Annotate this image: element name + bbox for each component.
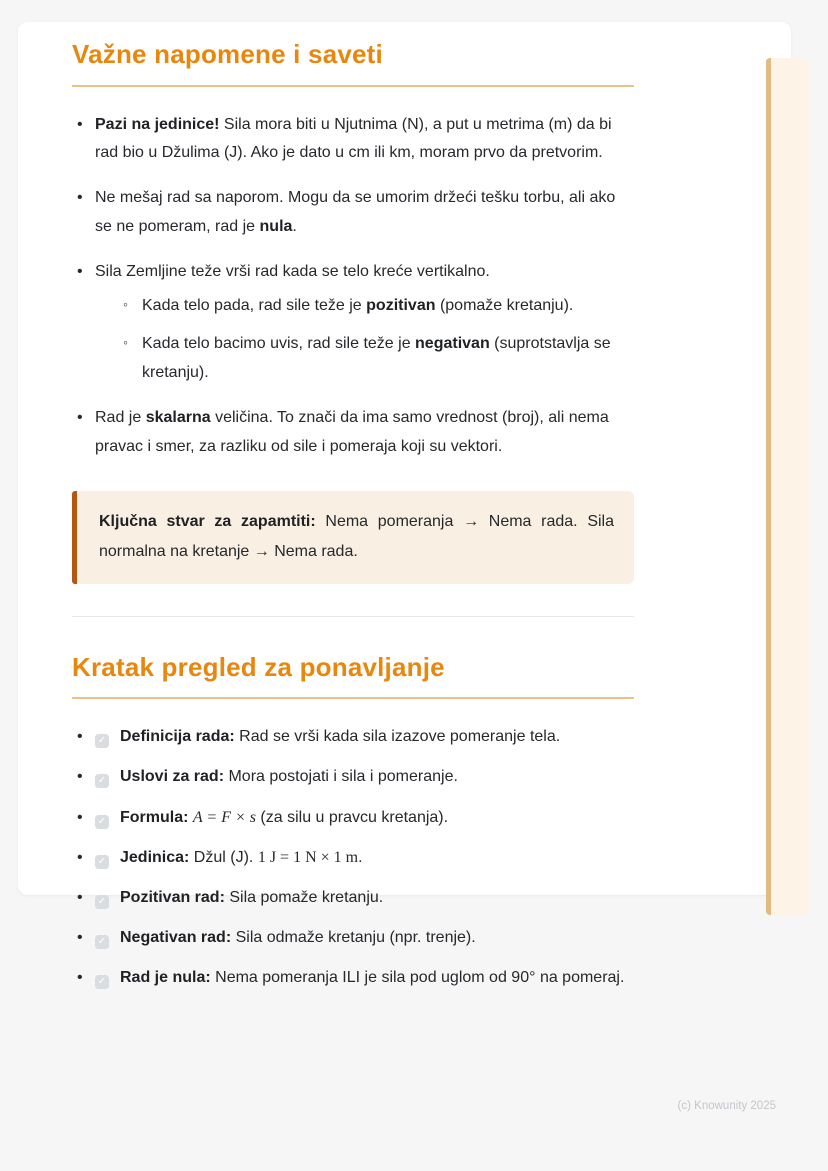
list-item <box>72 111 634 169</box>
checklist-item <box>72 725 634 748</box>
list-item <box>72 404 634 462</box>
callout-label: Ključna stvar za zapamtiti: <box>99 513 316 531</box>
formula-text: A = F × s <box>192 808 256 826</box>
bullet-text: Rad je <box>95 408 146 426</box>
checklist-text: Rad se vrši kada sila izazove pomeranje tela. <box>234 728 561 746</box>
checklist-label: Pozitivan rad: <box>120 888 225 906</box>
checked-checkbox-icon <box>95 815 109 829</box>
checklist-label: Uslovi za rad: <box>120 768 225 786</box>
bullet-bold-text: Pazi na jedinice! <box>95 115 220 133</box>
bullet-text: Ne mešaj rad sa naporom. Mogu da se umorim držeći tešku torbu, ali ako se ne pomeram, rad je <box>95 189 616 235</box>
bullet-text: Kada telo pada, rad sile teže je <box>142 297 367 315</box>
checklist-label: Definicija rada: <box>120 728 235 746</box>
checklist-item <box>72 846 634 869</box>
list-item <box>72 258 634 388</box>
review-checklist <box>72 725 634 989</box>
callout-text <box>99 507 614 566</box>
list-item <box>72 184 634 242</box>
check-glyph: • ✓ <box>97 855 107 867</box>
bullet-bold-text: negativan <box>415 335 490 353</box>
sub-list-item <box>119 292 634 321</box>
page-content <box>72 22 634 1006</box>
section-title-notes: Važne napomene i saveti <box>72 38 634 87</box>
checklist-item <box>72 886 634 909</box>
checked-checkbox-icon <box>95 935 109 949</box>
checklist-text: Nema pomeranja ILI je sila pod uglom od 90° na pomeraj. <box>210 969 625 987</box>
formula-text: 1 J = 1 N × 1 m <box>257 848 359 866</box>
checklist-text: Sila pomaže kretanju. <box>224 888 384 906</box>
bullet-text: (suprotstavlja se kretanju). <box>142 335 611 382</box>
checklist-text: Džul (J). <box>189 848 258 866</box>
checklist-text: (za silu u pravcu kretanja). <box>255 808 449 826</box>
bullet-bold-text: pozitivan <box>366 297 436 315</box>
bullet-text: (pomaže kretanju). <box>435 297 574 315</box>
check-glyph: • ✓ <box>97 775 107 787</box>
checklist-item <box>72 926 634 949</box>
checklist-label: Jedinica: <box>120 848 190 866</box>
page-margin-strip <box>766 58 809 915</box>
checklist-text: . <box>358 848 363 866</box>
checklist-item <box>72 966 634 989</box>
checklist-text: Sila odmaže kretanju (npr. trenje). <box>231 929 476 947</box>
bullet-text: Kada telo bacimo uvis, rad sile teže je <box>142 335 416 353</box>
check-glyph: • ✓ <box>97 936 107 948</box>
notes-list <box>72 111 634 462</box>
bullet-text: . <box>292 217 297 235</box>
checklist-text: Mora postojati i sila i pomeranje. <box>224 768 458 786</box>
notes-sublist <box>95 292 634 387</box>
key-note-callout <box>72 491 634 583</box>
checked-checkbox-icon <box>95 975 109 989</box>
check-glyph: • ✓ <box>97 976 107 988</box>
check-glyph: • ✓ <box>97 815 107 827</box>
check-glyph: • ✓ <box>97 735 107 747</box>
checked-checkbox-icon <box>95 774 109 788</box>
section-divider <box>72 616 634 617</box>
sub-list-item <box>119 330 634 388</box>
checklist-label: Rad je nula: <box>120 969 211 987</box>
bullet-bold-text: nula <box>259 217 293 235</box>
bullet-text: veličina. To znači da ima samo vrednost (broj), ali nema pravac i smer, za razliku od sile i pomeraja koji su vektori. <box>95 408 609 455</box>
checklist-item <box>72 765 634 788</box>
checked-checkbox-icon <box>95 734 109 748</box>
callout-body: Nema pomeranja → Nema rada. Sila normalna na kretanje → Nema rada. <box>99 513 614 561</box>
checked-checkbox-icon <box>95 895 109 909</box>
checked-checkbox-icon <box>95 855 109 869</box>
section-title-review: Kratak pregled za ponavljanje <box>72 651 634 700</box>
checklist-item <box>72 806 634 829</box>
checklist-label: Negativan rad: <box>120 929 232 947</box>
bullet-bold-text: skalarna <box>145 408 211 426</box>
check-glyph: • ✓ <box>97 895 107 907</box>
copyright-footer: (c) Knowunity 2025 <box>677 1100 776 1112</box>
document-page <box>18 22 791 988</box>
checklist-label: Formula: <box>120 808 189 826</box>
bullet-text: Sila mora biti u Njutnima (N), a put u metrima (m) da bi rad bio u Džulima (J). Ako je dato u cm ili km, moram prvo da pretvorim. <box>95 115 612 162</box>
bullet-text: Sila Zemljine teže vrši rad kada se telo kreće vertikalno. <box>95 262 490 280</box>
